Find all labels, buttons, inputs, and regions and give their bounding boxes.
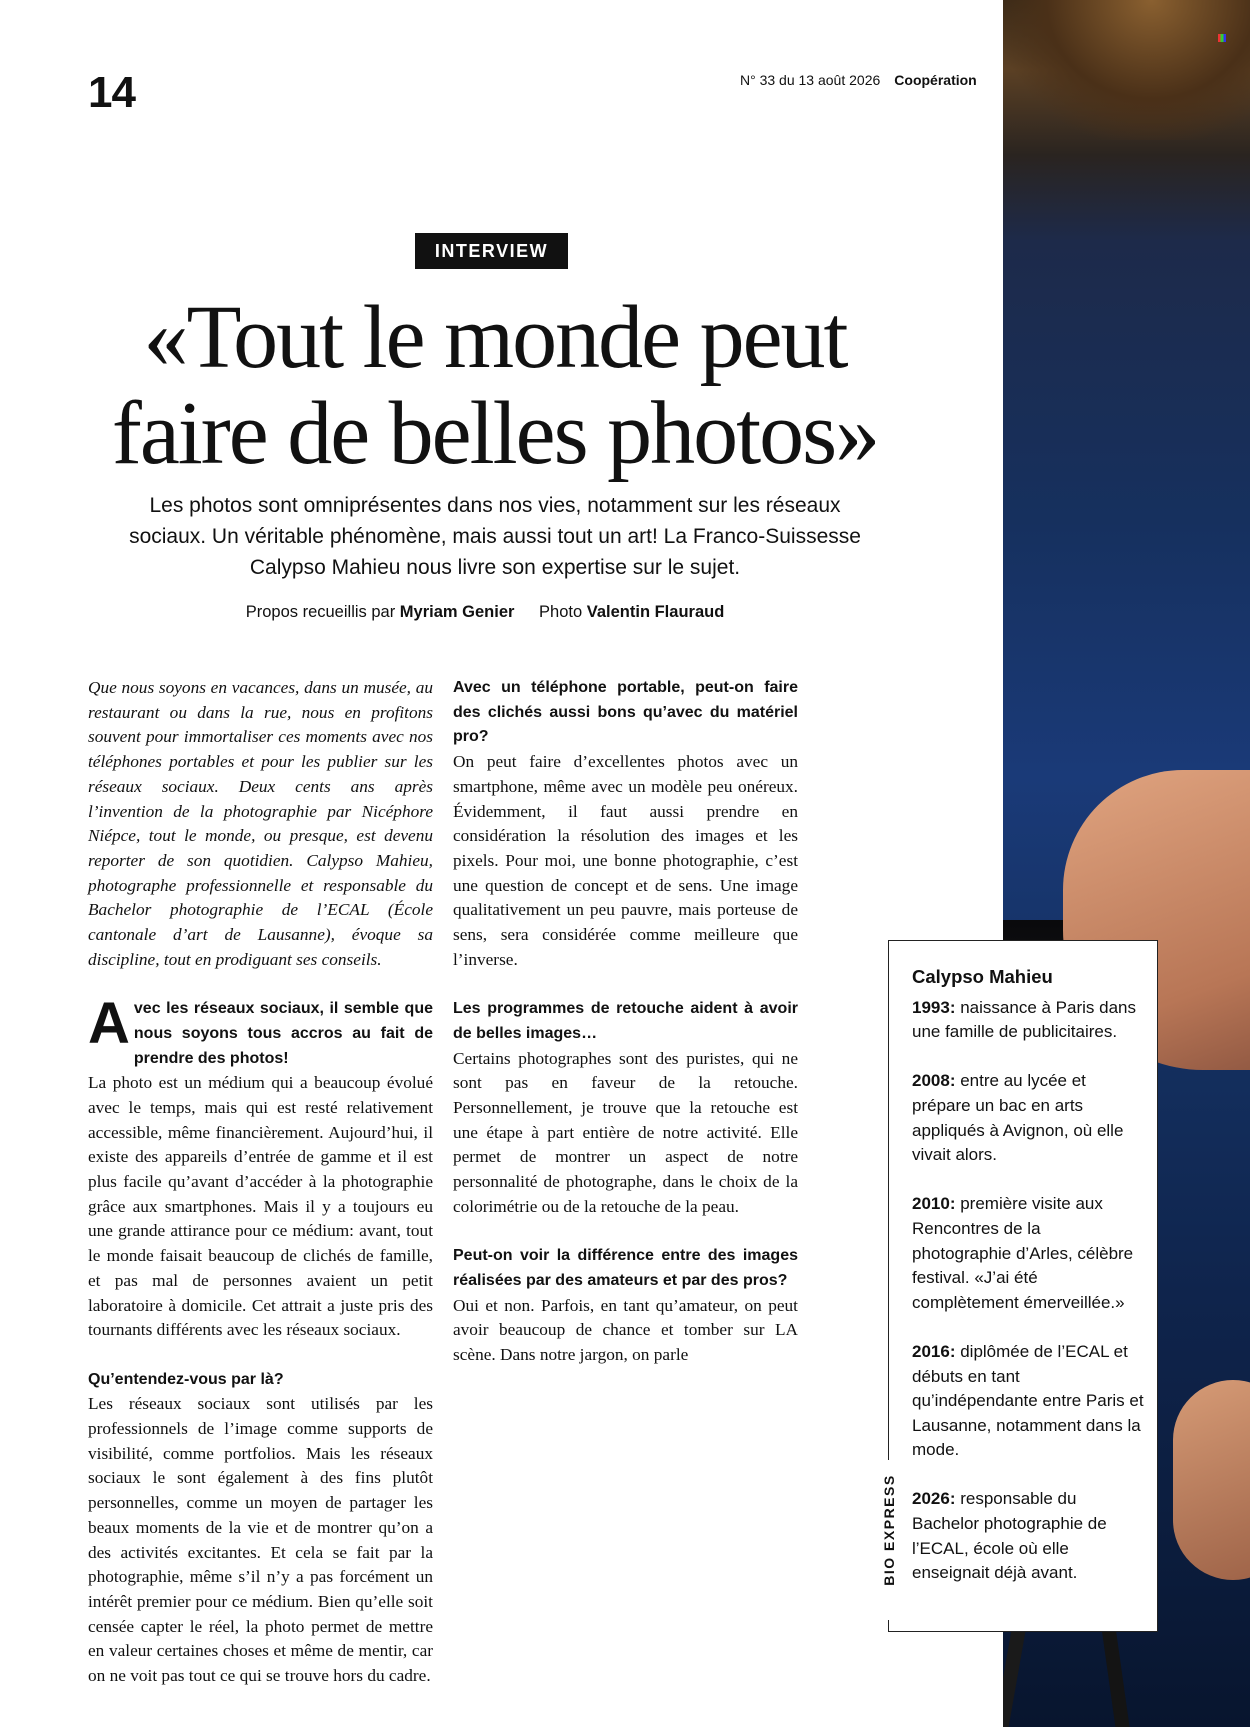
intro-paragraph: Que nous soyons en vacances, dans un musée, au restaurant ou dans la rue, nous en profitons souvent pour immortaliser ces moments avec nos téléphones portables et pour les publier sur les réseaux sociaux. Deux cents ans après l’invention de la photographie par Nicéphore Niépce, tout le monde, ou presque, est devenu reporter de son quotidien. Calypso Mahieu, photographe professionnelle et responsable du Bachelor photographie de l’ECAL (École cantonale d’art de Lausanne), évoque sa discipline, tout en prodiguant ses conseils. xyxy=(88,678,433,969)
photo-label: Photo xyxy=(539,603,583,621)
question-1: Avec les réseaux sociaux, il semble que nous soyons tous accros au fait de prendre des photos! xyxy=(88,991,433,1067)
drop-cap: A xyxy=(88,991,130,1057)
bio-name: Calypso Mahieu xyxy=(912,966,1053,987)
answer-4: Certains photographes sont des puristes, qui ne sont pas en faveur de la retouche. Personnellement, je trouve que la retouche est une étape à part entière de notre activité. Elle permet de montrer un aspect de notre personnalité de photographe, dans le choix de la colorimétrie ou de la retouche de la peau. xyxy=(453,1048,798,1216)
issue-date: N° 33 du 13 août 2026 xyxy=(740,72,881,88)
headline: «Tout le monde peut faire de belles photos» xyxy=(111,288,879,483)
answer-3: On peut faire d’excellentes photos avec un smartphone, même avec un modèle peu onéreux. Évidemment, il faut aussi prendre en considération la résolution des images et les pixels. Pour moi, une bonne photographie, c’est une question de concept et de sens. Une image qualitativement un peu pauvre, mais porteuse de sens, sera considérée comme meilleure que l’inverse. xyxy=(453,752,798,969)
issue-line xyxy=(740,72,977,88)
question-3: Avec un téléphone portable, peut-on faire des clichés aussi bons qu’avec du matériel pro? xyxy=(453,679,798,746)
publication-name: Coopération xyxy=(894,72,977,88)
answer-1: La photo est un médium qui a beaucoup évolué avec le temps, mais qui est resté relativement accessible, même financièrement. Aujourd’hui, il existe des appareils d’entrée de gamme et il est plus facile qu’avant d’accéder à la photographie grâce aux smartphones. Mais il y a toujours eu une grande attirance pour ce médium: avant, tout le monde faisait beaucoup de clichés de famille, et pas mal de personnes avaient un petit laboratoire à domicile. Cet attrait a juste pris des tournants différents avec les réseaux sociaux. xyxy=(88,1073,433,1340)
photo-arm xyxy=(1173,1380,1250,1580)
credits xyxy=(100,603,890,622)
deck: Les photos sont omniprésentes dans nos vies, notamment sur les réseaux sociaux. Un véritable phénomène, mais aussi tout un art! La Franco-Suissesse Calypso Mahieu nous livre son expertise sur le sujet. xyxy=(129,494,861,579)
bio-entry: 2026: responsable du Bachelor photographie de l’ECAL, école où elle enseignait déjà avant. xyxy=(912,1489,1107,1583)
interviewer-name: Myriam Genier xyxy=(399,603,515,621)
bio-entry: 2016: diplômée de l’ECAL et débuts en tant qu’indépendante entre Paris et Lausanne, notamment dans la mode. xyxy=(912,1341,1144,1460)
photo-hair xyxy=(1003,0,1250,140)
bio-entry: 2010: première visite aux Rencontres de la photographie d’Arles, célèbre festival. «J’ai été complètement émerveillée.» xyxy=(912,1194,1134,1312)
bio-entry: 2008: entre au lycée et prépare un bac en arts appliqués à Avignon, où elle vivait alors. xyxy=(912,1071,1124,1165)
bio-entry: 1993: naissance à Paris dans une famille de publicitaires. xyxy=(912,997,1136,1042)
question-4: Les programmes de retouche aident à avoir de belles images… xyxy=(453,1000,798,1042)
question-5: Peut-on voir la différence entre des images réalisées par des amateurs et par des pros? xyxy=(453,1247,798,1289)
section-tag: INTERVIEW xyxy=(415,233,568,269)
bio-box xyxy=(888,940,1158,1632)
photographer-name: Valentin Flauraud xyxy=(586,603,725,621)
article-column-1 xyxy=(88,676,433,1689)
bio-label: BIO EXPRESS xyxy=(872,1460,906,1620)
answer-5: Oui et non. Parfois, en tant qu’amateur, on peut avoir beaucoup de chance et tomber sur LA scène. Dans notre jargon, on parle xyxy=(453,1295,798,1364)
answer-2: Les réseaux sociaux sont utilisés par les professionnels de l’image comme supports de visibilité, comme portfolios. Mais les réseaux sociaux le sont également à des fins plutôt personnelles, comme un moyen de partager les beaux moments de la vie et de montrer qu’on a des activités excitantes. Et cela se fait par la photographie, même s’il n’y a pas forcément un intérêt premier pour ce médium. Bien qu’elle soit censée capter le réel, la photo permet de mettre en valeur certaines choses et même de mentir, car on ne voit pas tout ce qui se trouve hors du cadre. xyxy=(88,1394,433,1686)
bio-content xyxy=(912,965,1144,1610)
interview-label: Propos recueillis par xyxy=(245,603,396,621)
color-marks-icon xyxy=(1218,34,1226,42)
page-number: 14 xyxy=(88,68,135,117)
question-2: Qu’entendez-vous par là? xyxy=(88,1370,284,1388)
article-column-2 xyxy=(453,676,798,1368)
